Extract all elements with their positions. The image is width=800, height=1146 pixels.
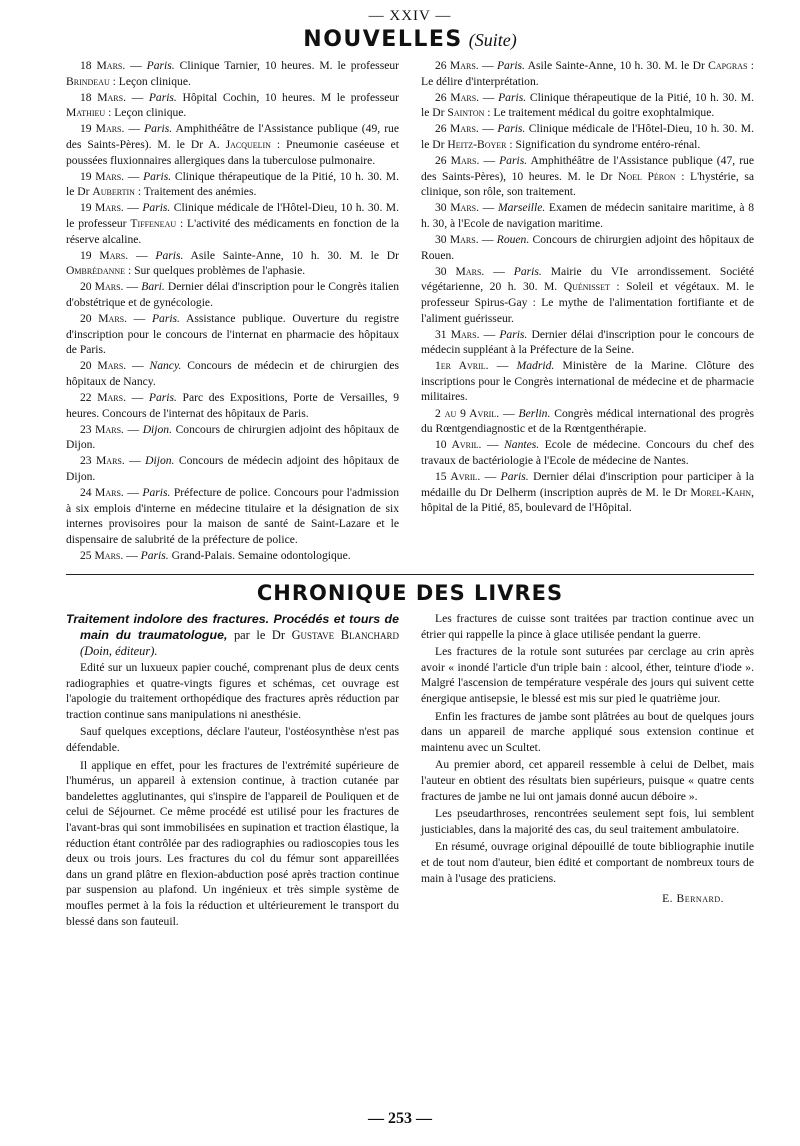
review-paragraph: Edité sur un luxueux papier couché, comprenant plus de deux cents radiographies et quatre-vingts figures et schémas, cet ouvrage est l'apologie du traitement orthopédique des fractures après réduction par traction continue sans manipulations ni anesthésie.: [66, 661, 399, 721]
entry-date: 20 Mars.: [80, 280, 124, 294]
news-entry: 26 Mars. — Paris. Clinique médicale de l'Hôtel-Dieu, 10 h. 30. M. le Dr Heitz-Boyer : Signification du syndrome entéro-rénal.: [421, 122, 754, 151]
entry-text: Dernier délai d'inscription pour le Congrès italien d'obstétrique et de gynécologie.: [66, 280, 400, 309]
book-publisher: (Doin, éditeur).: [80, 644, 158, 658]
entry-place: Paris.: [497, 122, 526, 136]
book-title: Traitement indolore des fractures. Procédés et tours de main du traumatologue,: [66, 612, 399, 642]
entry-date: 23 Mars.: [80, 454, 125, 468]
entry-date: 15 Avril.: [435, 469, 481, 483]
entry-text: Clinique thérapeutique de la Pitié, 10 h. 30. M. le Dr: [421, 90, 754, 120]
entry-text-continued: : L'hystérie, sa clinique, son rôle, son traitement.: [421, 169, 754, 199]
news-entry: 26 Mars. — Paris. Amphithéâtre de l'Assistance publique (47, rue des Saints-Pères), 10 heures. M. le Dr Noel Péron : L'hystérie, sa clinique, son rôle, son traitement.: [421, 154, 755, 199]
entry-place: Paris.: [144, 122, 173, 136]
entry-date: 18 Mars.: [80, 59, 126, 72]
entry-text-continued: : Pneumonie caséeuse et poussées fluxionnaires allergiques dans la tuberculose pulmonaire.: [66, 137, 399, 167]
entry-text: Préfecture de police. Concours pour l'admission à six emplois d'interne en médecine titulaire et la désignation de six internes provisoires pour la maison de santé de Saint-Lazare et le dispensaire de salubrité de la préfecture de police.: [66, 486, 399, 546]
entry-date: 22 Mars.: [80, 390, 126, 404]
entry-date: 24 Mars.: [80, 486, 124, 500]
entry-text-continued: : Leçon clinique.: [105, 106, 187, 120]
entry-text: Clinique médicale de l'Hôtel-Dieu, 10 h. 30. M. le professeur: [66, 201, 399, 230]
entry-place: Paris.: [148, 90, 177, 104]
section-divider: [66, 574, 754, 575]
entry-place: Paris.: [146, 59, 175, 72]
entry-date: 19 Mars.: [80, 248, 129, 262]
news-entry: 22 Mars. — Paris. Parc des Expositions, Porte de Versailles, 9 heures. Concours de l'internat des hôpitaux de Paris.: [66, 390, 399, 420]
entry-text-continued: : Soleil et végétaux. M. le professeur Spirus-Gay : Le mythe de l'alimentation fortifiante et de l'aliment guérisseur.: [421, 280, 754, 325]
entry-text-continued: : Traitement des anémies.: [134, 185, 257, 199]
entry-date: 20 Mars.: [80, 359, 127, 373]
entry-text: Dernier délai d'inscription pour le concours de médecin suppléant à la Préfecture de la Seine.: [421, 327, 754, 357]
entry-text: Concours de médecin adjoint des hôpitaux de Dijon.: [66, 454, 399, 483]
entry-date: 23 Mars.: [80, 422, 124, 436]
entry-place: Paris.: [142, 201, 171, 215]
entry-place: Nancy.: [149, 359, 182, 373]
nouvelles-left-column: [66, 58, 399, 564]
entry-date: 31 Mars.: [435, 327, 480, 341]
entry-text: Amphithéâtre de l'Assistance publique (47, rue des Saints-Pères), 10 heures. M. le Dr: [421, 154, 755, 183]
review-paragraph: Sauf quelques exceptions, déclare l'auteur, l'ostéosynthèse n'est pas défendable.: [66, 725, 399, 754]
entry-date: 26 Mars.: [435, 122, 479, 136]
entry-place: Paris.: [142, 486, 171, 500]
entry-text: Asile Sainte-Anne, 10 h. 30. M. le Dr: [183, 248, 400, 262]
page-number: — 253 —: [368, 1110, 432, 1127]
nouvelles-right-column: [421, 58, 754, 564]
news-entry: 20 Mars. — Bari. Dernier délai d'inscription pour le Congrès italien d'obstétrique et de gynécologie.: [66, 280, 400, 309]
chronique-title: CHRONIQUE DES LIVRES: [256, 581, 564, 605]
chronique-columns: [66, 611, 754, 931]
entry-person: Tiffeneau: [130, 216, 177, 230]
entry-text-continued: : Leçon clinique.: [109, 74, 191, 88]
chronique-right-column: [421, 611, 754, 931]
news-entry: 18 Mars. — Paris. Clinique Tarnier, 10 heures. M. le professeur Brindeau : Leçon clinique.: [66, 59, 400, 88]
news-entry: 24 Mars. — Paris. Préfecture de police. Concours pour l'admission à six emplois d'interne en médecine titulaire et la désignation de six internes provisoires pour la maison de santé de Saint-Lazare et le dispensaire de salubrité de la préfecture de police.: [66, 486, 399, 546]
entry-text-continued: : Sur quelques problèmes de l'aphasie.: [125, 264, 306, 278]
nouvelles-columns: [66, 58, 754, 564]
entry-date: 19 Mars.: [80, 169, 125, 183]
entry-text-continued: : Le délire d'interprétation.: [421, 59, 755, 88]
entry-date: 30 Mars.: [435, 264, 485, 278]
entry-place: Paris.: [143, 169, 172, 183]
entry-person: Ombrédanne: [66, 264, 126, 278]
entry-text: Parc des Expositions, Porte de Versailles, 9 heures. Concours de l'internat des hôpitaux de Paris.: [66, 390, 399, 420]
entry-person: Quénisset: [563, 280, 610, 294]
entry-person: Heitz-Boyer: [447, 137, 507, 151]
news-entry: 19 Mars. — Paris. Asile Sainte-Anne, 10 h. 30. M. le Dr Ombrédanne : Sur quelques problèmes de l'aphasie.: [66, 248, 400, 278]
entry-date: 30 Mars.: [435, 233, 479, 247]
entry-place: Marseille.: [497, 201, 546, 215]
entry-person: Sainton: [447, 106, 485, 120]
news-entry: 19 Mars. — Paris. Clinique médicale de l'Hôtel-Dieu, 10 h. 30. M. le professeur Tiffeneau : L'activité des médicaments en fonction de la réserve alcaline.: [66, 201, 399, 246]
book-author: Gustave Blanchard: [291, 628, 399, 642]
review-signature: E. Bernard.: [662, 892, 724, 906]
entry-place: Berlin.: [518, 406, 551, 420]
news-entry: 10 Avril. — Nantes. Ecole de médecine. Concours du chef des travaux de bactériologie à l'Ecole de médecine de Nantes.: [421, 438, 754, 467]
news-entry: 30 Mars. — Paris. Mairie du VIe arrondissement. Société végétarienne, 20 h. 30. M. Quénisset : Soleil et végétaux. M. le professeur Spirus-Gay : Le mythe de l'alimentation fortifiante et de l'aliment guérisseur.: [421, 264, 755, 325]
book-reference: [66, 611, 399, 659]
entry-place: Rouen.: [496, 233, 530, 247]
entry-date: 25 Mars.: [80, 548, 124, 562]
entry-person: Morel-Kahn: [690, 485, 752, 499]
news-entry: 15 Avril. — Paris. Dernier délai d'inscription pour participer à la médaille du Dr Delherm (inscription auprès de M. le Dr Morel-Kahn, hôpital de la Pitié, 85, boulevard de l'Hôpital.: [421, 469, 754, 515]
news-entry: 30 Mars. — Marseille. Examen de médecin sanitaire maritime, à 8 h. 30, à l'Ecole de navigation maritime.: [421, 201, 755, 230]
entry-date: 30 Mars.: [435, 201, 480, 215]
review-paragraph: Au premier abord, cet appareil ressemble à celui de Delbet, mais l'auteur en obtient des résultats bien supérieurs, puisque « quatre cents fractures de jambe ne lui ont jamais donné aucun déboire ».: [421, 758, 754, 803]
book-by: par le Dr: [227, 628, 292, 642]
entry-place: Paris.: [155, 248, 184, 262]
entry-text: Concours de chirurgien adjoint des hôpitaux de Dijon.: [66, 422, 399, 452]
entry-text: Hôpital Cochin, 10 heures. M le professeur: [176, 90, 400, 104]
news-entry: 19 Mars. — Paris. Clinique thérapeutique de la Pitié, 10 h. 30. M. le Dr Aubertin : Traitement des anémies.: [66, 169, 399, 199]
entry-place: Paris.: [498, 90, 527, 104]
entry-date: 2 au 9 Avril.: [435, 406, 500, 420]
news-entry: 1er Avril. — Madrid. Ministère de la Marine. Clôture des inscriptions pour le Congrès international de médecine et de pharmacie militaires.: [421, 359, 754, 404]
entry-place: Paris.: [496, 59, 525, 72]
news-entry: 26 Mars. — Paris. Asile Sainte-Anne, 10 h. 30. M. le Dr Capgras : Le délire d'interprétation.: [421, 59, 755, 88]
entry-text: Amphithéâtre de l'Assistance publique (49, rue des Saints-Pères). M. le Dr A.: [66, 122, 400, 151]
review-paragraph: Les fractures de cuisse sont traitées par traction continue avec un étrier qui rappelle la pince à glace utilisée pendant la guerre.: [421, 612, 754, 641]
news-entry: 20 Mars. — Paris. Assistance publique. Ouverture du registre d'inscription pour le concours de l'internat en pharmacie des hôpitaux de Paris.: [66, 312, 400, 357]
entry-text-continued: : L'activité des médicaments en fonction de la réserve alcaline.: [66, 216, 399, 246]
entry-place: Paris.: [500, 469, 529, 483]
review-paragraph: Les pseudarthroses, rencontrées seulement sept fois, lui semblent justiciables, dans la majorité des cas, du seul traitement ambulatoire.: [421, 807, 754, 836]
entry-place: Paris.: [513, 264, 542, 278]
entry-person: Mathieu: [66, 106, 106, 120]
entry-text: Clinique thérapeutique de la Pitié, 10 h. 30. M. le Dr: [66, 169, 399, 199]
entry-text: Asile Sainte-Anne, 10 h. 30. M. le Dr: [524, 59, 709, 72]
news-entry: 23 Mars. — Dijon. Concours de chirurgien adjoint des hôpitaux de Dijon.: [66, 422, 399, 452]
entry-place: Dijon.: [142, 422, 172, 436]
entry-date: 19 Mars.: [80, 122, 125, 136]
entry-place: Paris.: [499, 154, 528, 168]
news-entry: 2 au 9 Avril. — Berlin. Congrès médical international des progrès du Rœntgendiagnostic et de la Rœntgenthérapie.: [421, 406, 754, 436]
entry-place: Bari.: [141, 280, 165, 294]
entry-text: Clinique Tarnier, 10 heures. M. le professeur: [174, 59, 400, 72]
review-paragraph: Les fractures de la rotule sont suturées par cerclage au crin après avoir « inondé l'article d'un triple bain : alcool, éther, teinture d'iode ». Malgré l'ascension de température vespérale des jours qui suivent cette énergique antisepsie, le blessé est mis sur pied le quatrième jour.: [421, 645, 754, 705]
entry-text-continued: , hôpital de la Pitié, 85, boulevard de l'Hôpital.: [421, 485, 754, 515]
entry-date: 26 Mars.: [435, 90, 480, 104]
review-paragraph: Il applique en effet, pour les fractures de l'extrémité supérieure de l'humérus, un appareil à extension continue, à traction cutanée par bandelettes agglutinantes, qui s'inspire de l'appareil de Pouliquen et de celui de Séjournet. Ce même procédé est utilisé pour les fractures de l'avant-bras qui sont immobilisées en supination et traction élastique, la réduction étant contrôlée par des radiographies ou radioscopies tous les deux ou trois jours. Les fractures du col du fémur sont appareillées dans un grand plâtre en flexion-abduction posé après traction continue par suspension au plafond. Un ingénieux et très simple système de moufles permet à la fois la réduction et ultérieurement le transport du blessé dans son fauteuil.: [66, 758, 399, 928]
entry-date: 19 Mars.: [80, 201, 124, 215]
nouvelles-suite: (Suite): [468, 30, 517, 50]
entry-text-continued: : Le traitement médical du goitre exophtalmique.: [484, 106, 715, 120]
entry-text: Dernier délai d'inscription pour participer à la médaille du Dr Delherm (inscription auprès de M. le Dr: [421, 469, 754, 499]
entry-text: Ministère de la Marine. Clôture des inscriptions pour le Congrès international de médecine et de pharmacie militaires.: [421, 359, 754, 404]
entry-text: Grand-Palais. Semaine odontologique.: [168, 548, 351, 562]
news-entry: 19 Mars. — Paris. Amphithéâtre de l'Assistance publique (49, rue des Saints-Pères). M. le Dr A. Jacquelin : Pneumonie caséeuse et poussées fluxionnaires allergiques dans la tuberculose pulmonaire.: [66, 122, 400, 167]
entry-person: Brindeau: [66, 74, 110, 88]
entry-person: Capgras: [708, 59, 748, 72]
entry-person: Jacquelin: [225, 137, 271, 151]
entry-date: 26 Mars.: [435, 154, 480, 168]
entry-place: Paris.: [151, 312, 180, 325]
entry-date: 18 Mars.: [80, 90, 126, 104]
entry-place: Dijon.: [145, 454, 175, 468]
nouvelles-title-text: NOUVELLES: [303, 27, 463, 52]
entry-person: Noel Péron: [617, 169, 676, 183]
entry-person: Aubertin: [92, 185, 135, 199]
entry-place: Paris.: [148, 390, 177, 404]
entry-date: 26 Mars.: [435, 59, 479, 72]
entry-date: 20 Mars.: [80, 312, 128, 325]
entry-text: Mairie du VIe arrondissement. Société végétarienne, 20 h. 30. M.: [421, 264, 755, 294]
entry-place: Madrid.: [516, 359, 555, 373]
entry-text: Ecole de médecine. Concours du chef des travaux de bactériologie à l'Ecole de médecine de Nantes.: [421, 438, 754, 467]
entry-text: Examen de médecin sanitaire maritime, à 8 h. 30, à l'Ecole de navigation maritime.: [421, 201, 755, 230]
news-entry: 31 Mars. — Paris. Dernier délai d'inscription pour le concours de médecin suppléant à la Préfecture de la Seine.: [421, 327, 754, 357]
news-entry: 23 Mars. — Dijon. Concours de médecin adjoint des hôpitaux de Dijon.: [66, 454, 399, 483]
review-paragraph: Enfin les fractures de jambe sont plâtrées au bout de quelques jours dans un appareil de marche appliqué sous extension continue et maintenu avec un Scultet.: [421, 709, 754, 754]
entry-place: Paris.: [499, 327, 528, 341]
entry-text: Concours de chirurgien adjoint des hôpitaux de Rouen.: [421, 233, 755, 262]
entry-text-continued: : Signification du syndrome entéro-rénal.: [506, 137, 701, 151]
entry-date: 1er Avril.: [435, 359, 489, 373]
news-entry: 26 Mars. — Paris. Clinique thérapeutique de la Pitié, 10 h. 30. M. le Dr Sainton : Le traitement médical du goitre exophtalmique.: [421, 90, 754, 120]
entry-place: Nantes.: [504, 438, 540, 452]
entry-date: 10 Avril.: [435, 438, 482, 452]
news-entry: 25 Mars. — Paris. Grand-Palais. Semaine odontologique.: [80, 548, 351, 562]
chronique-left-column: [66, 611, 399, 931]
entry-text: Assistance publique. Ouverture du registre d'inscription pour le concours de l'internat en pharmacie des hôpitaux de Paris.: [66, 312, 400, 357]
review-paragraph: En résumé, ouvrage original dépouillé de toute bibliographie inutile et de tout nom d'auteur, bien édité et comportant de nombreux tours de main à l'usage des praticiens.: [421, 840, 754, 885]
entry-text: Congrès médical international des progrès du Rœntgendiagnostic et de la Rœntgenthérapie.: [421, 406, 754, 436]
entry-text: Clinique médicale de l'Hôtel-Dieu, 10 h. 30. M. le Dr: [421, 122, 754, 151]
news-entry: 18 Mars. — Paris. Hôpital Cochin, 10 heures. M le professeur Mathieu : Leçon clinique.: [66, 90, 400, 120]
nouvelles-heading: [66, 27, 754, 52]
news-entry: 30 Mars. — Rouen. Concours de chirurgien adjoint des hôpitaux de Rouen.: [421, 233, 755, 262]
folio-top: — XXIV —: [368, 8, 452, 24]
news-entry: 20 Mars. — Nancy. Concours de médecin et de chirurgien des hôpitaux de Nancy.: [66, 359, 400, 388]
entry-place: Paris.: [140, 548, 169, 562]
entry-text: Concours de médecin et de chirurgien des hôpitaux de Nancy.: [66, 359, 400, 388]
